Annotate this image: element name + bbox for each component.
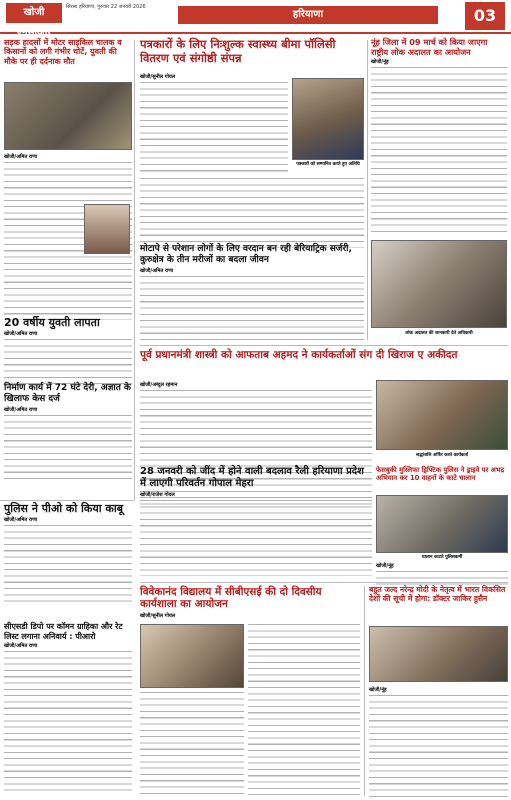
row-divider	[0, 500, 134, 501]
article-body	[4, 525, 132, 607]
headline: मोटापे से परेशान लोगों के लिए वरदान बन रही बेरियाट्रिक सर्जरी, कुरुक्षेत्र के तीन मरीजों का बदला जीवन	[140, 244, 352, 265]
story-csd-depot	[4, 622, 132, 791]
byline: खोजी/नूंह	[376, 563, 394, 569]
headline: 20 वर्षीय युवती लापता	[4, 316, 100, 329]
article-body	[140, 276, 364, 344]
byline: खोजी/अमित राणा	[4, 406, 38, 413]
story-lok-adalat	[371, 38, 507, 233]
shastri-photo	[376, 380, 508, 450]
byline: खोजी/अमित राणा	[4, 517, 38, 524]
story-journalist-insurance	[140, 38, 364, 65]
byline: खोजी/राजेश गोयल	[140, 492, 175, 498]
article-body	[4, 415, 132, 483]
byline: खोजी/अमित राणा	[4, 643, 38, 650]
column-divider	[134, 40, 135, 500]
story-police-po	[4, 502, 132, 607]
byline: खोजी/अब्दुल रहमान	[140, 382, 178, 388]
headline: निर्माण कार्य में 72 घंटे देरी, अज्ञात के खिलाफ केस दर्ज	[4, 383, 131, 404]
traffic-police-photo	[376, 495, 508, 553]
byline: खोजी/नूंह	[371, 59, 389, 66]
byline: खोजी/सुनील गोयल	[140, 74, 176, 80]
column-divider	[364, 586, 365, 796]
article-body	[140, 82, 288, 174]
article-body	[369, 695, 508, 797]
story-modi-body	[369, 685, 508, 797]
brand-logo: खोजी एनसीआर	[6, 3, 62, 23]
headline: पत्रकारों के लिए निःशुल्क स्वास्थ्य बीमा पॉलिसी वितरण एवं संगोष्ठी संपन्न	[140, 37, 336, 65]
journalist-photo	[292, 78, 364, 160]
byline: खोजी/सुनील गोयल	[140, 612, 176, 619]
headline: पूर्व प्रधानमंत्री शास्त्री को आफताब अहमद ने कार्यकर्ताओं संग दी खिराज ए अकीदत	[140, 349, 458, 361]
row-divider	[140, 345, 508, 346]
photo-caption: लोक अदालत की जानकारी देते अधिकारी	[405, 331, 473, 336]
headline: फेसबुकी मुस्लिफा ड्रिफ्टिक पुलिस ने ड्राइवे पर अभद्र अभियान कर 10 वाहनों के काटे चालान	[376, 466, 505, 483]
headline: 28 जनवरी को जींद में होने वाली बदलाव रैली हरियाणा प्रदेश में लाएगी परिवर्तन गोपाल मेहरा	[140, 466, 364, 489]
accident-photo	[4, 82, 132, 150]
byline: खोजी/अमित राणा	[4, 154, 38, 160]
story-vivekanand	[140, 586, 360, 621]
article-body	[140, 178, 364, 248]
story-vivekanand-body-2	[140, 692, 244, 796]
portrait-photo	[84, 204, 130, 254]
section-title: हरियाणा	[178, 6, 438, 24]
headline: पुलिस ने पीओ को किया काबू	[4, 502, 123, 515]
story-accident	[4, 38, 132, 66]
masthead	[0, 0, 511, 38]
article-body	[4, 651, 132, 791]
story-missing-girl	[4, 316, 132, 387]
byline: खोजी/नूंह	[369, 687, 387, 693]
story-modi-vision	[369, 586, 508, 604]
article-body	[140, 500, 372, 576]
headline: विवेकानंद विद्यालय में सीबीएसई की दो दिवसीय कार्यशाला का आयोजन	[140, 586, 322, 611]
story-rally	[140, 466, 372, 576]
story-shastri	[140, 349, 508, 361]
photo-caption: श्रद्धांजलि अर्पित करते कार्यकर्ता	[415, 453, 469, 458]
photo-caption: पत्रकारों को सम्मानित करते हुए अतिथि	[296, 162, 360, 167]
column-divider	[367, 40, 368, 340]
headline: सीएसडी डिपो पर कॉमन ग्राहिका और रेट लिस्ट लगाना अनिवार्य : पीआरो	[4, 622, 123, 641]
headline: बहुत जल्द नरेन्द्र मोदी के नेतृत्व में भारत विकसित देशों की सूची में होगा: डॉक्टर जाकिर हुसैन	[369, 585, 506, 603]
byline: खोजी/अमित राणा	[4, 331, 38, 338]
headline: सड़क हादसों में मोटर साइकिल चालक व किसानों को लगी गंभीर चोटें, युवती की मौके पर ही दर्दनाक मौत	[4, 38, 122, 66]
headline: नूंह जिला में 09 मार्च को किया जाएगा राष्ट्रीय लोक अदालत का आयोजन	[371, 37, 488, 57]
lok-adalat-photo	[371, 240, 507, 328]
article-body	[371, 67, 507, 233]
article-body	[140, 692, 244, 796]
story-construction	[4, 383, 132, 483]
story-traffic-body	[376, 561, 508, 585]
story-traffic-police	[376, 466, 508, 482]
modi-event-photo	[369, 626, 508, 682]
issue-line: सिरसा हरियाणा, गुरुवार 22 जनवरी 2026	[66, 4, 146, 10]
page-number: 03	[465, 2, 505, 30]
byline: खोजी/अमित राणा	[140, 267, 174, 274]
school-photo	[140, 624, 244, 688]
article-body	[376, 571, 508, 585]
story-bariatric	[140, 244, 364, 344]
story-vivekanand-body	[248, 624, 360, 796]
article-body	[248, 624, 360, 796]
photo-caption: चालान काटते पुलिसकर्मी	[421, 555, 463, 560]
article-body	[4, 339, 132, 387]
